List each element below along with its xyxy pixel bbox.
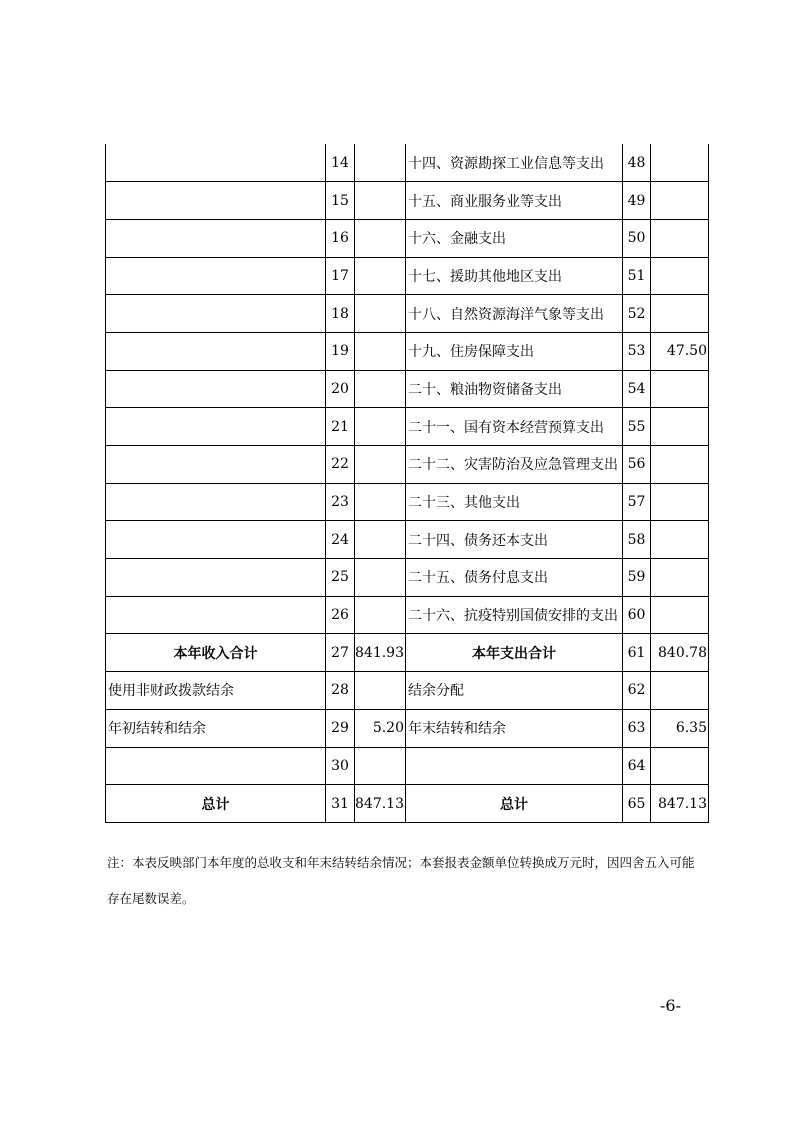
table-row: [106, 559, 709, 597]
table-row: [106, 182, 709, 220]
expenditure-item-cell: 总计: [406, 785, 623, 823]
expenditure-amount-cell: [651, 521, 709, 559]
income-amount-cell: [355, 295, 406, 333]
income-item-cell: [106, 596, 326, 634]
income-item-cell: [106, 144, 326, 182]
expenditure-amount-cell: [651, 747, 709, 785]
income-amount-cell: [355, 596, 406, 634]
income-item-cell: 总计: [106, 785, 326, 823]
income-item-cell: [106, 332, 326, 370]
expenditure-line-number-cell: 63: [623, 709, 651, 747]
table-row: [106, 295, 709, 333]
expenditure-amount-cell: 847.13: [651, 785, 709, 823]
table-row: [106, 408, 709, 446]
table-row: [106, 521, 709, 559]
expenditure-line-number-cell: 52: [623, 295, 651, 333]
table-row: [106, 370, 709, 408]
expenditure-item-cell: [406, 747, 623, 785]
income-amount-cell: 5.20: [355, 709, 406, 747]
expenditure-item-cell: 结余分配: [406, 672, 623, 710]
income-line-number-cell: 21: [326, 408, 355, 446]
table-row: [106, 483, 709, 521]
expenditure-amount-cell: [651, 257, 709, 295]
income-amount-cell: [355, 332, 406, 370]
income-line-number-cell: 15: [326, 182, 355, 220]
table-body: [106, 144, 709, 822]
income-line-number-cell: 14: [326, 144, 355, 182]
income-item-cell: [106, 295, 326, 333]
income-amount-cell: 841.93: [355, 634, 406, 672]
income-amount-cell: [355, 672, 406, 710]
income-line-number-cell: 18: [326, 295, 355, 333]
income-amount-cell: [355, 182, 406, 220]
income-line-number-cell: 22: [326, 446, 355, 484]
income-amount-cell: [355, 144, 406, 182]
income-line-number-cell: 26: [326, 596, 355, 634]
expenditure-amount-cell: 6.35: [651, 709, 709, 747]
income-item-cell: 本年收入合计: [106, 634, 326, 672]
expenditure-line-number-cell: 64: [623, 747, 651, 785]
table-row: [106, 596, 709, 634]
expenditure-line-number-cell: 50: [623, 219, 651, 257]
table-row: [106, 219, 709, 257]
footnote-line-2: 存在尾数误差。: [107, 891, 195, 906]
expenditure-item-cell: 十八、自然资源海洋气象等支出: [406, 295, 623, 333]
expenditure-amount-cell: [651, 483, 709, 521]
income-item-cell: [106, 408, 326, 446]
expenditure-line-number-cell: 60: [623, 596, 651, 634]
income-amount-cell: 847.13: [355, 785, 406, 823]
expenditure-item-cell: 二十三、其他支出: [406, 483, 623, 521]
income-item-cell: [106, 559, 326, 597]
income-line-number-cell: 28: [326, 672, 355, 710]
expenditure-item-cell: 二十二、灾害防治及应急管理支出: [406, 446, 623, 484]
table-row: [106, 785, 709, 823]
income-amount-cell: [355, 521, 406, 559]
expenditure-item-cell: 十七、援助其他地区支出: [406, 257, 623, 295]
income-item-cell: [106, 747, 326, 785]
table-row: [106, 332, 709, 370]
expenditure-amount-cell: [651, 182, 709, 220]
table-row: [106, 672, 709, 710]
expenditure-item-cell: 十五、商业服务业等支出: [406, 182, 623, 220]
income-item-cell: [106, 219, 326, 257]
table-row: [106, 144, 709, 182]
expenditure-item-cell: 二十五、债务付息支出: [406, 559, 623, 597]
income-line-number-cell: 25: [326, 559, 355, 597]
income-line-number-cell: 27: [326, 634, 355, 672]
table-row: [106, 709, 709, 747]
income-item-cell: [106, 446, 326, 484]
expenditure-amount-cell: [651, 446, 709, 484]
table-row: [106, 257, 709, 295]
income-line-number-cell: 30: [326, 747, 355, 785]
table-row: [106, 747, 709, 785]
expenditure-item-cell: 十四、资源勘探工业信息等支出: [406, 144, 623, 182]
income-item-cell: [106, 521, 326, 559]
expenditure-amount-cell: [651, 370, 709, 408]
expenditure-amount-cell: [651, 408, 709, 446]
footnote-line-1: 注：本表反映部门本年度的总收支和年末结转结余情况；本套报表金额单位转换成万元时，因四舍五入可能: [107, 855, 695, 870]
expenditure-line-number-cell: 61: [623, 634, 651, 672]
expenditure-amount-cell: [651, 219, 709, 257]
expenditure-line-number-cell: 59: [623, 559, 651, 597]
income-line-number-cell: 20: [326, 370, 355, 408]
expenditure-amount-cell: [651, 596, 709, 634]
table-row: [106, 446, 709, 484]
table-row: [106, 634, 709, 672]
expenditure-amount-cell: 840.78: [651, 634, 709, 672]
expenditure-amount-cell: [651, 295, 709, 333]
expenditure-line-number-cell: 56: [623, 446, 651, 484]
expenditure-item-cell: 二十一、国有资本经营预算支出: [406, 408, 623, 446]
expenditure-item-cell: 年末结转和结余: [406, 709, 623, 747]
expenditure-line-number-cell: 62: [623, 672, 651, 710]
income-amount-cell: [355, 559, 406, 597]
income-item-cell: 年初结转和结余: [106, 709, 326, 747]
expenditure-item-cell: 二十六、抗疫特别国债安排的支出: [406, 596, 623, 634]
expenditure-item-cell: 二十、粮油物资储备支出: [406, 370, 623, 408]
expenditure-amount-cell: 47.50: [651, 332, 709, 370]
income-line-number-cell: 17: [326, 257, 355, 295]
income-item-cell: [106, 182, 326, 220]
income-line-number-cell: 29: [326, 709, 355, 747]
expenditure-item-cell: 十六、金融支出: [406, 219, 623, 257]
expenditure-line-number-cell: 54: [623, 370, 651, 408]
income-amount-cell: [355, 219, 406, 257]
expenditure-amount-cell: [651, 559, 709, 597]
income-amount-cell: [355, 370, 406, 408]
expenditure-amount-cell: [651, 144, 709, 182]
income-item-cell: [106, 370, 326, 408]
expenditure-item-cell: 本年支出合计: [406, 634, 623, 672]
expenditure-amount-cell: [651, 672, 709, 710]
expenditure-line-number-cell: 48: [623, 144, 651, 182]
page-number: -6-: [660, 996, 681, 1015]
income-amount-cell: [355, 483, 406, 521]
expenditure-line-number-cell: 55: [623, 408, 651, 446]
income-line-number-cell: 16: [326, 219, 355, 257]
income-item-cell: 使用非财政拨款结余: [106, 672, 326, 710]
income-amount-cell: [355, 408, 406, 446]
income-line-number-cell: 19: [326, 332, 355, 370]
expenditure-line-number-cell: 51: [623, 257, 651, 295]
income-item-cell: [106, 257, 326, 295]
income-amount-cell: [355, 446, 406, 484]
expenditure-line-number-cell: 58: [623, 521, 651, 559]
income-amount-cell: [355, 747, 406, 785]
income-item-cell: [106, 483, 326, 521]
income-line-number-cell: 24: [326, 521, 355, 559]
income-expenditure-table: [105, 144, 709, 823]
expenditure-item-cell: 二十四、债务还本支出: [406, 521, 623, 559]
expenditure-line-number-cell: 65: [623, 785, 651, 823]
expenditure-line-number-cell: 49: [623, 182, 651, 220]
expenditure-line-number-cell: 57: [623, 483, 651, 521]
income-line-number-cell: 23: [326, 483, 355, 521]
expenditure-item-cell: 十九、住房保障支出: [406, 332, 623, 370]
income-line-number-cell: 31: [326, 785, 355, 823]
income-amount-cell: [355, 257, 406, 295]
expenditure-line-number-cell: 53: [623, 332, 651, 370]
